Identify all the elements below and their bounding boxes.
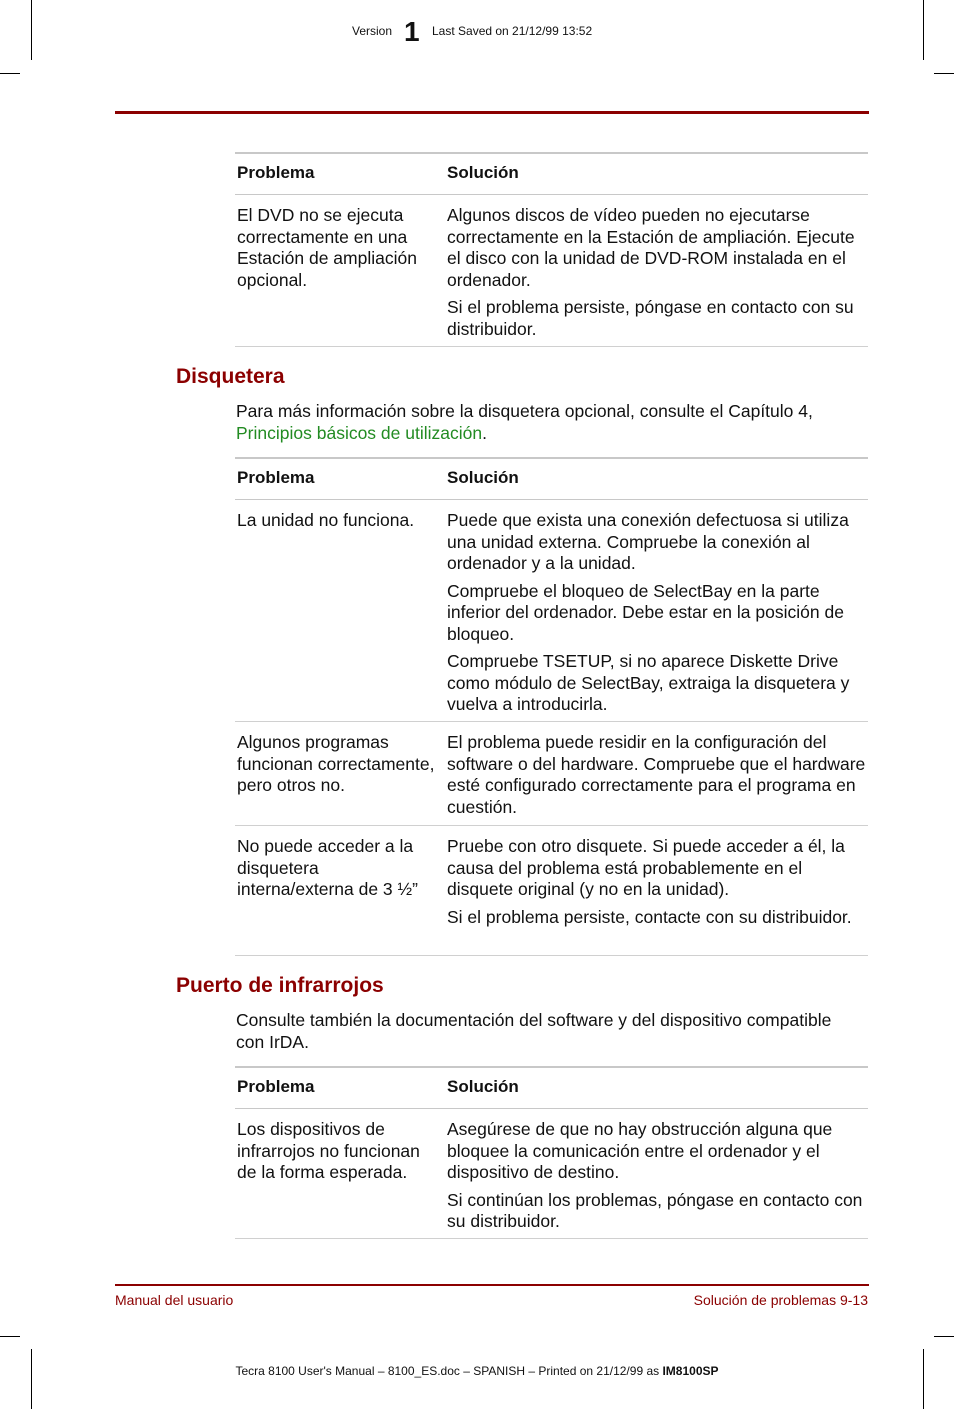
solution-header: Solución xyxy=(447,1077,519,1096)
solution-text: Si el problema persiste, póngase en contacto con su distribuidor. xyxy=(447,297,854,339)
crop-mark xyxy=(0,1336,20,1337)
intro-text: Para más información sobre la disquetera opcional, consulte el Capítulo 4, xyxy=(236,401,813,421)
intro-end: . xyxy=(482,422,487,443)
section-intro: Consulte también la documentación del software y del dispositivo compatible con IrDA. xyxy=(236,1010,832,1052)
crop-mark xyxy=(934,73,954,74)
disquetera-table xyxy=(235,457,868,956)
footer-right: Solución de problemas 9-13 xyxy=(693,1292,868,1308)
solution-text: Asegúrese de que no hay obstrucción alguna que bloquee la comunicación entre el ordenador y el dispositivo de destino. xyxy=(447,1119,833,1182)
footer-rule xyxy=(115,1284,869,1286)
print-info xyxy=(0,1364,954,1378)
solution-text: Si continúan los problemas, póngase en contacto con su distribuidor. xyxy=(447,1189,863,1231)
solution-text: Si el problema persiste, contacte con su distribuidor. xyxy=(447,906,852,927)
problem-cell: El DVD no se ejecuta correctamente en una Estación de ampliación opcional. xyxy=(237,205,417,290)
problem-header: Problema xyxy=(237,468,315,487)
solution-cell xyxy=(447,836,869,934)
problem-cell: Los dispositivos de infrarrojos no funcionan de la forma esperada. xyxy=(237,1119,420,1182)
section-title-disquetera: Disquetera xyxy=(176,365,285,388)
crop-mark xyxy=(934,1336,954,1337)
solution-cell xyxy=(447,510,869,722)
crop-mark xyxy=(923,1349,924,1409)
section-intro xyxy=(236,401,856,444)
problem-cell: Algunos programas funcionan correctamente, pero otros no. xyxy=(237,732,435,795)
page-header xyxy=(0,18,954,48)
solution-text: Compruebe TSETUP, si no aparece Diskette Drive como módulo de SelectBay, extraiga la disquetera y vuelva a introducirla. xyxy=(447,651,850,714)
crop-mark xyxy=(0,73,20,74)
problem-cell: No puede acceder a la disquetera interna/externa de 3 ½” xyxy=(237,836,418,899)
problem-cell: La unidad no funciona. xyxy=(237,510,415,530)
solution-text: El problema puede residir en la configuración del software o del hardware. Compruebe que el hardware esté configurado correctamente para el programa en cuestión. xyxy=(447,732,866,817)
solution-text: Puede que exista una conexión defectuosa si utiliza una unidad externa. Compruebe la conexión al ordenador y a la unidad. xyxy=(447,510,849,573)
table-row xyxy=(235,722,868,826)
crop-mark xyxy=(31,1349,32,1409)
solution-header: Solución xyxy=(447,468,519,487)
table-header xyxy=(235,1066,868,1109)
print-code: IM8100SP xyxy=(662,1364,719,1378)
solution-text: Pruebe con otro disquete. Si puede acceder a él, la causa del problema está probablemente en el disquete original (y no en la unidad). xyxy=(447,836,845,899)
solution-header: Solución xyxy=(447,163,519,182)
version-number: 1 xyxy=(404,16,420,47)
table-header xyxy=(235,457,868,500)
chapter-link[interactable]: Principios básicos de utilización xyxy=(236,422,483,443)
table-row xyxy=(235,826,868,956)
table-row xyxy=(235,1109,868,1239)
footer-left: Manual del usuario xyxy=(115,1292,234,1308)
dvd-table xyxy=(235,152,868,347)
print-info-text: Tecra 8100 User's Manual – 8100_ES.doc – SPANISH – Printed on 21/12/99 as xyxy=(235,1364,663,1378)
table-row xyxy=(235,500,868,722)
solution-text: Algunos discos de vídeo pueden no ejecutarse correctamente en la Estación de ampliación. Ejecute el disco con la unidad de DVD-ROM instalada en el ordenador. xyxy=(447,205,855,290)
last-saved: Last Saved on 21/12/99 13:52 xyxy=(432,24,593,38)
infrarrojos-table xyxy=(235,1066,868,1239)
solution-cell xyxy=(447,205,869,346)
problem-header: Problema xyxy=(237,163,315,182)
solution-cell xyxy=(447,732,869,824)
header-rule xyxy=(115,111,869,114)
table-row xyxy=(235,195,868,347)
solution-text: Compruebe el bloqueo de SelectBay en la parte inferior del ordenador. Debe estar en la posición de bloqueo. xyxy=(447,580,844,644)
version-label: Version xyxy=(352,24,393,38)
section-title-infrarrojos: Puerto de infrarrojos xyxy=(176,974,384,997)
solution-cell xyxy=(447,1119,869,1239)
table-header xyxy=(235,152,868,195)
problem-header: Problema xyxy=(237,1077,315,1096)
